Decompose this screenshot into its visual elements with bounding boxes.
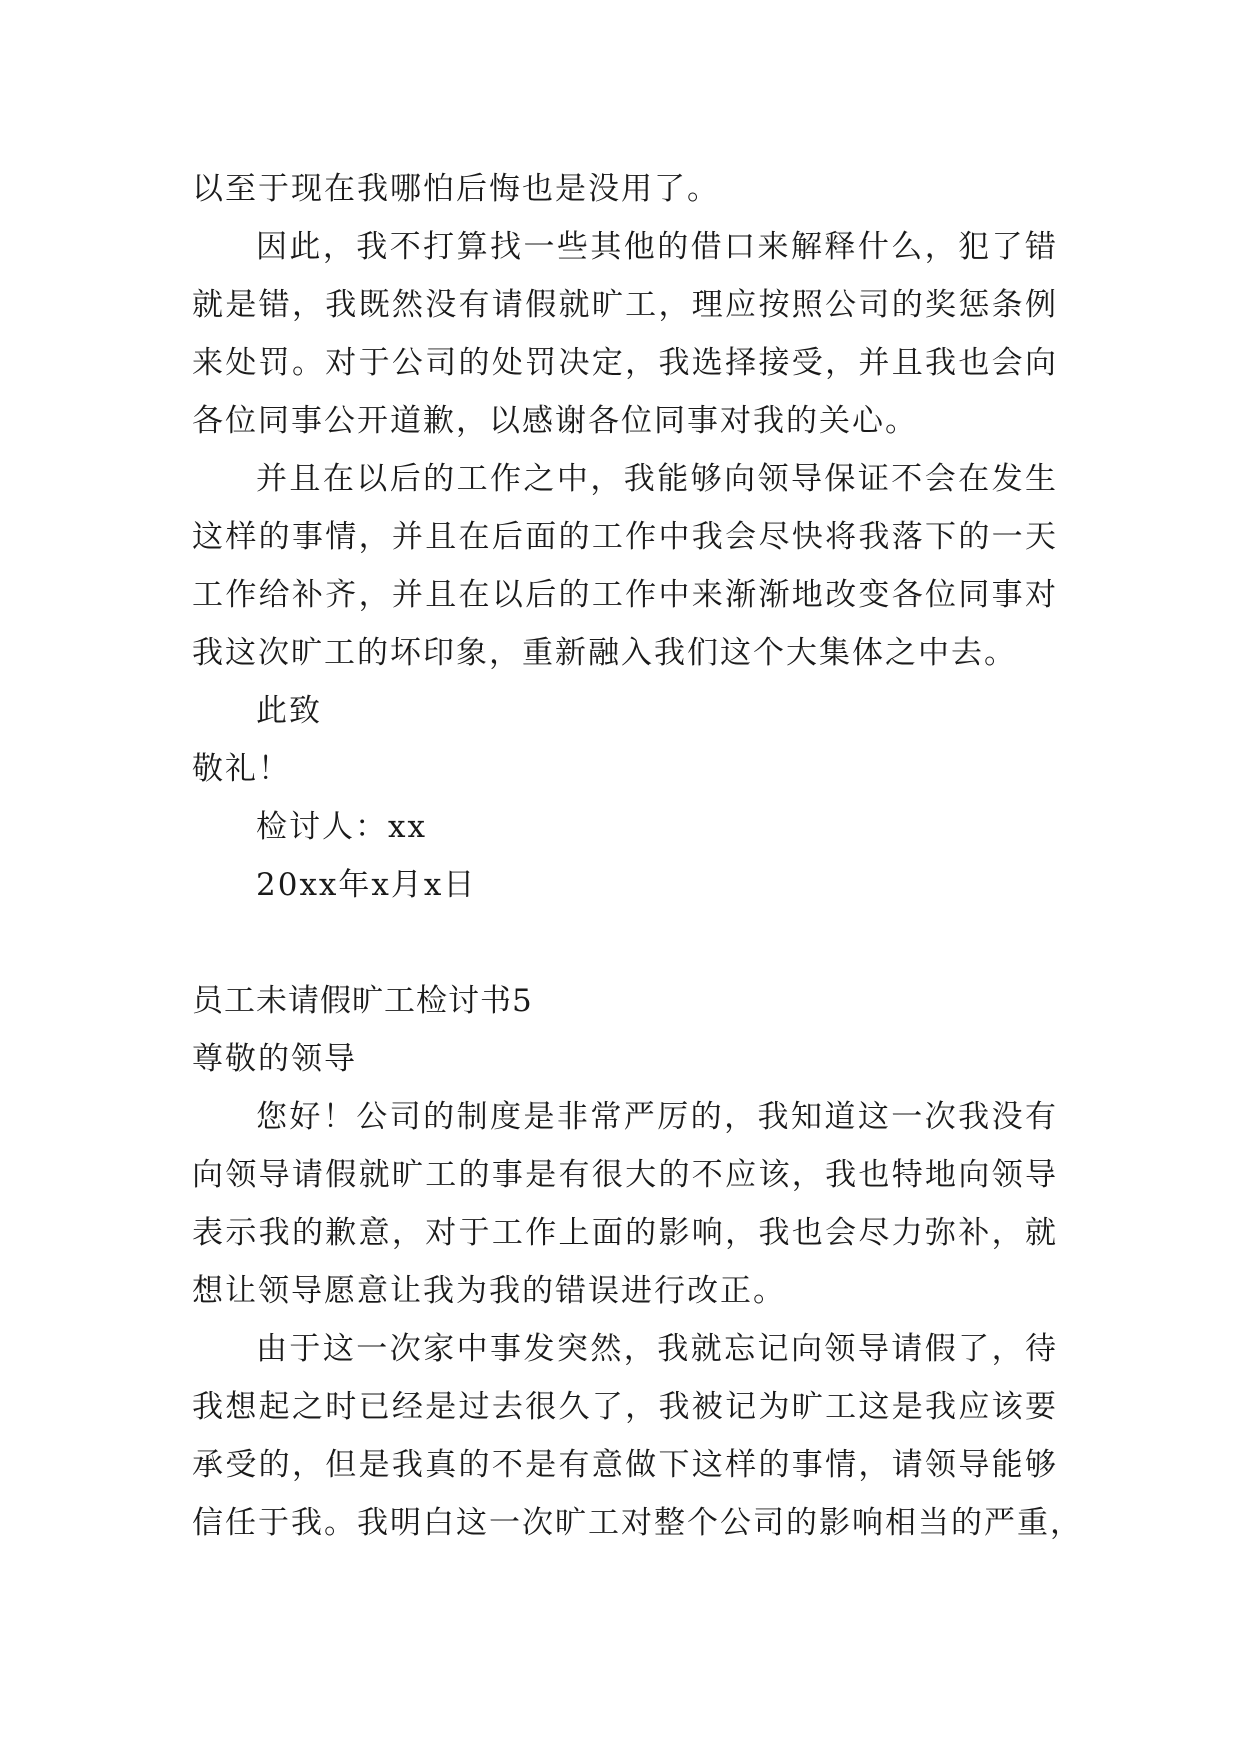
document-body bbox=[192, 160, 1083, 1552]
paragraph-line: 工作给补齐，并且在以后的工作中来渐渐地改变各位同事对 bbox=[192, 577, 1058, 613]
paragraph-line: 并且在以后的工作之中，我能够向领导保证不会在发生 bbox=[256, 461, 1058, 497]
paragraph bbox=[192, 1320, 1083, 1552]
section-spacer bbox=[192, 914, 1058, 972]
paragraph-line: 我这次旷工的坏印象，重新融入我们这个大集体之中去。 bbox=[192, 635, 1017, 671]
section-title: 员工未请假旷工检讨书5 bbox=[192, 983, 533, 1019]
paragraph-line: 各位同事公开道歉，以感谢各位同事对我的关心。 bbox=[192, 403, 918, 439]
paragraph-line: 向领导请假就旷工的事是有很大的不应该，我也特地向领导 bbox=[192, 1157, 1058, 1193]
signer: 检讨人：xx bbox=[256, 809, 427, 845]
salutation: 敬礼！ bbox=[192, 751, 291, 787]
paragraph-line: 因此，我不打算找一些其他的借口来解释什么，犯了错 bbox=[256, 229, 1058, 265]
paragraph-line: 就是错，我既然没有请假就旷工，理应按照公司的奖惩条例 bbox=[192, 287, 1058, 323]
paragraph-line: 信任于我。我明白这一次旷工对整个公司的影响相当的严重， bbox=[192, 1505, 1083, 1541]
paragraph-line: 由于这一次家中事发突然，我就忘记向领导请假了，待 bbox=[256, 1331, 1058, 1367]
paragraph-line: 以至于现在我哪怕后悔也是没用了。 bbox=[192, 171, 720, 207]
paragraph bbox=[192, 1088, 1058, 1320]
paragraph-line: 您好！公司的制度是非常严厉的，我知道这一次我没有 bbox=[256, 1099, 1058, 1135]
paragraph-line: 来处罚。对于公司的处罚决定，我选择接受，并且我也会向 bbox=[192, 345, 1058, 381]
signature-date: 20xx年x月x日 bbox=[256, 867, 477, 903]
paragraph-line: 想让领导愿意让我为我的错误进行改正。 bbox=[192, 1273, 786, 1309]
closing-phrase: 此致 bbox=[256, 693, 322, 729]
paragraph bbox=[192, 218, 1058, 450]
paragraph-line: 这样的事情，并且在后面的工作中我会尽快将我落下的一天 bbox=[192, 519, 1058, 555]
paragraph-line: 表示我的歉意，对于工作上面的影响，我也会尽力弥补，就 bbox=[192, 1215, 1058, 1251]
paragraph-line: 承受的，但是我真的不是有意做下这样的事情，请领导能够 bbox=[192, 1447, 1058, 1483]
paragraph-line: 我想起之时已经是过去很久了，我被记为旷工这是我应该要 bbox=[192, 1389, 1058, 1425]
paragraph bbox=[192, 450, 1058, 682]
greeting: 尊敬的领导 bbox=[192, 1041, 357, 1077]
